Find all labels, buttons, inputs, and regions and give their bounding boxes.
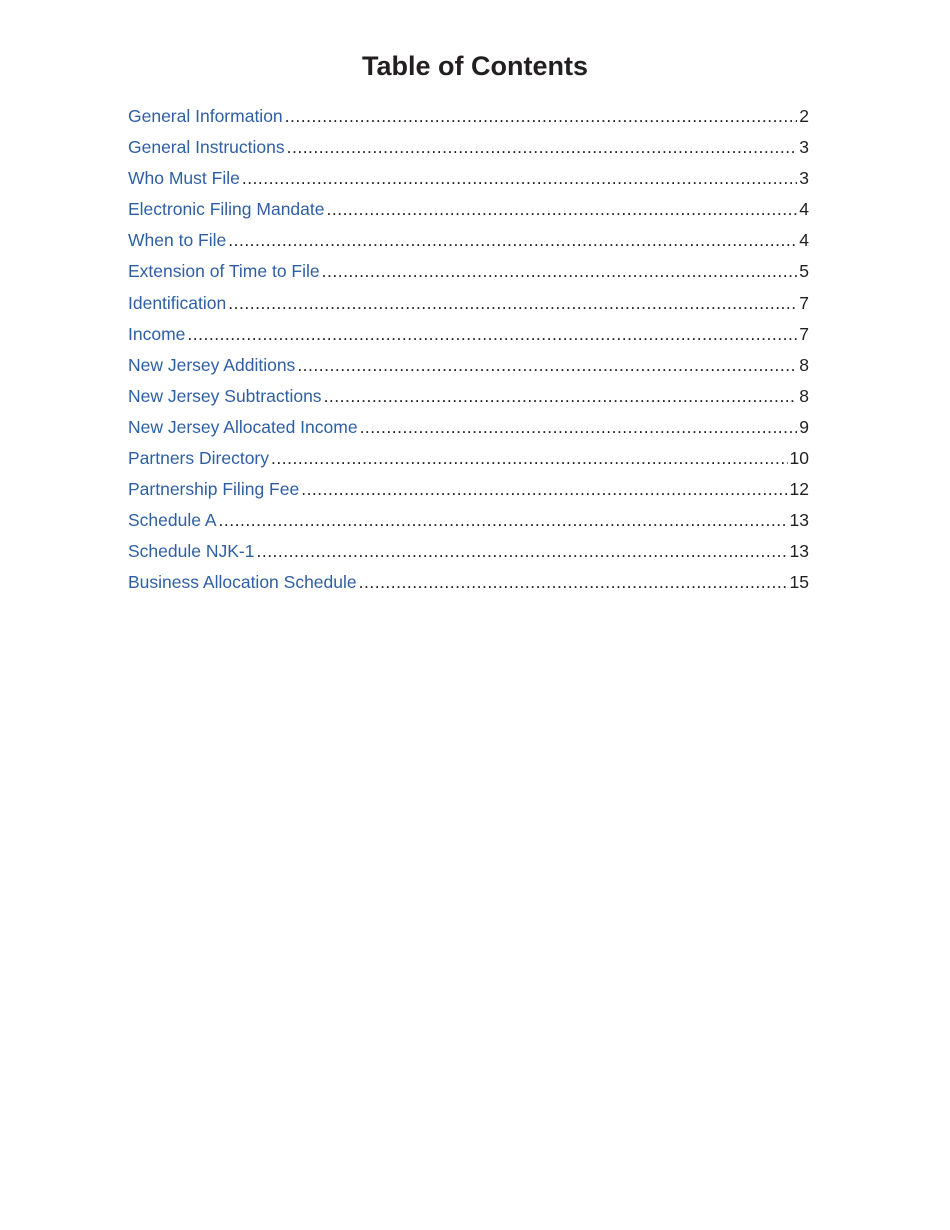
toc-link[interactable]: Schedule NJK-1 xyxy=(128,541,255,562)
toc-page-number: 9 xyxy=(799,416,809,437)
toc-link[interactable]: Schedule A xyxy=(128,510,217,531)
page-title: Table of Contents xyxy=(362,51,588,81)
toc-entry xyxy=(128,226,809,257)
toc-link[interactable]: Partnership Filing Fee xyxy=(128,479,300,500)
toc-page-number: 10 xyxy=(789,448,809,469)
toc-entry xyxy=(128,102,809,133)
toc-entry xyxy=(128,444,809,475)
toc-link[interactable]: New Jersey Allocated Income xyxy=(128,416,358,437)
toc-leader-dots xyxy=(322,257,798,285)
toc-link[interactable]: Who Must File xyxy=(128,168,240,189)
toc-page-number: 4 xyxy=(799,199,809,220)
toc-page-number: 13 xyxy=(789,510,809,531)
toc-entry xyxy=(128,475,809,506)
toc-page-number: 2 xyxy=(799,106,809,126)
toc-entry xyxy=(128,537,809,568)
toc-entry xyxy=(128,289,809,320)
toc-leader-dots xyxy=(360,413,798,441)
toc-leader-dots xyxy=(219,506,788,534)
toc-entry xyxy=(128,351,809,382)
toc-page-number: 7 xyxy=(799,292,809,313)
toc-page-number: 3 xyxy=(799,137,809,158)
toc-page-number: 5 xyxy=(799,261,809,282)
toc-link[interactable]: Extension of Time to File xyxy=(128,261,320,282)
toc-entry xyxy=(128,164,809,195)
toc-leader-dots xyxy=(187,320,797,348)
toc-page-number: 3 xyxy=(799,168,809,189)
toc-leader-dots xyxy=(301,475,787,503)
toc-link[interactable]: New Jersey Additions xyxy=(128,354,296,375)
table-of-contents xyxy=(128,102,809,600)
toc-link[interactable]: Identification xyxy=(128,292,227,313)
toc-page-number: 12 xyxy=(789,479,809,500)
toc-page-number: 15 xyxy=(789,572,809,593)
toc-leader-dots xyxy=(287,133,798,161)
toc-page-number: 13 xyxy=(789,541,809,562)
toc-leader-dots xyxy=(326,195,797,223)
toc-leader-dots xyxy=(228,226,797,254)
toc-leader-dots xyxy=(285,102,798,130)
toc-entry xyxy=(128,320,809,351)
toc-link[interactable]: Income xyxy=(128,323,186,344)
toc-entry xyxy=(128,568,809,599)
toc-link[interactable]: General Information xyxy=(128,106,283,126)
toc-link[interactable]: When to File xyxy=(128,230,227,251)
toc-entry xyxy=(128,382,809,413)
toc-leader-dots xyxy=(242,164,797,192)
toc-page-number: 4 xyxy=(799,230,809,251)
toc-leader-dots xyxy=(359,568,788,596)
toc-link[interactable]: Electronic Filing Mandate xyxy=(128,199,325,220)
toc-link[interactable]: Business Allocation Schedule xyxy=(128,572,357,593)
toc-leader-dots xyxy=(256,537,787,565)
toc-page-number: 8 xyxy=(799,354,809,375)
toc-entry xyxy=(128,133,809,164)
toc-entry xyxy=(128,257,809,288)
toc-leader-dots xyxy=(297,351,797,379)
toc-leader-dots xyxy=(228,289,797,317)
toc-page-number: 8 xyxy=(799,385,809,406)
toc-link[interactable]: General Instructions xyxy=(128,137,285,158)
toc-leader-dots xyxy=(271,444,788,472)
toc-entry xyxy=(128,195,809,226)
toc-entry xyxy=(128,413,809,444)
toc-page-number: 7 xyxy=(799,323,809,344)
toc-link[interactable]: Partners Directory xyxy=(128,448,270,469)
toc-link[interactable]: New Jersey Subtractions xyxy=(128,385,322,406)
toc-leader-dots xyxy=(324,382,798,410)
toc-entry xyxy=(128,506,809,537)
